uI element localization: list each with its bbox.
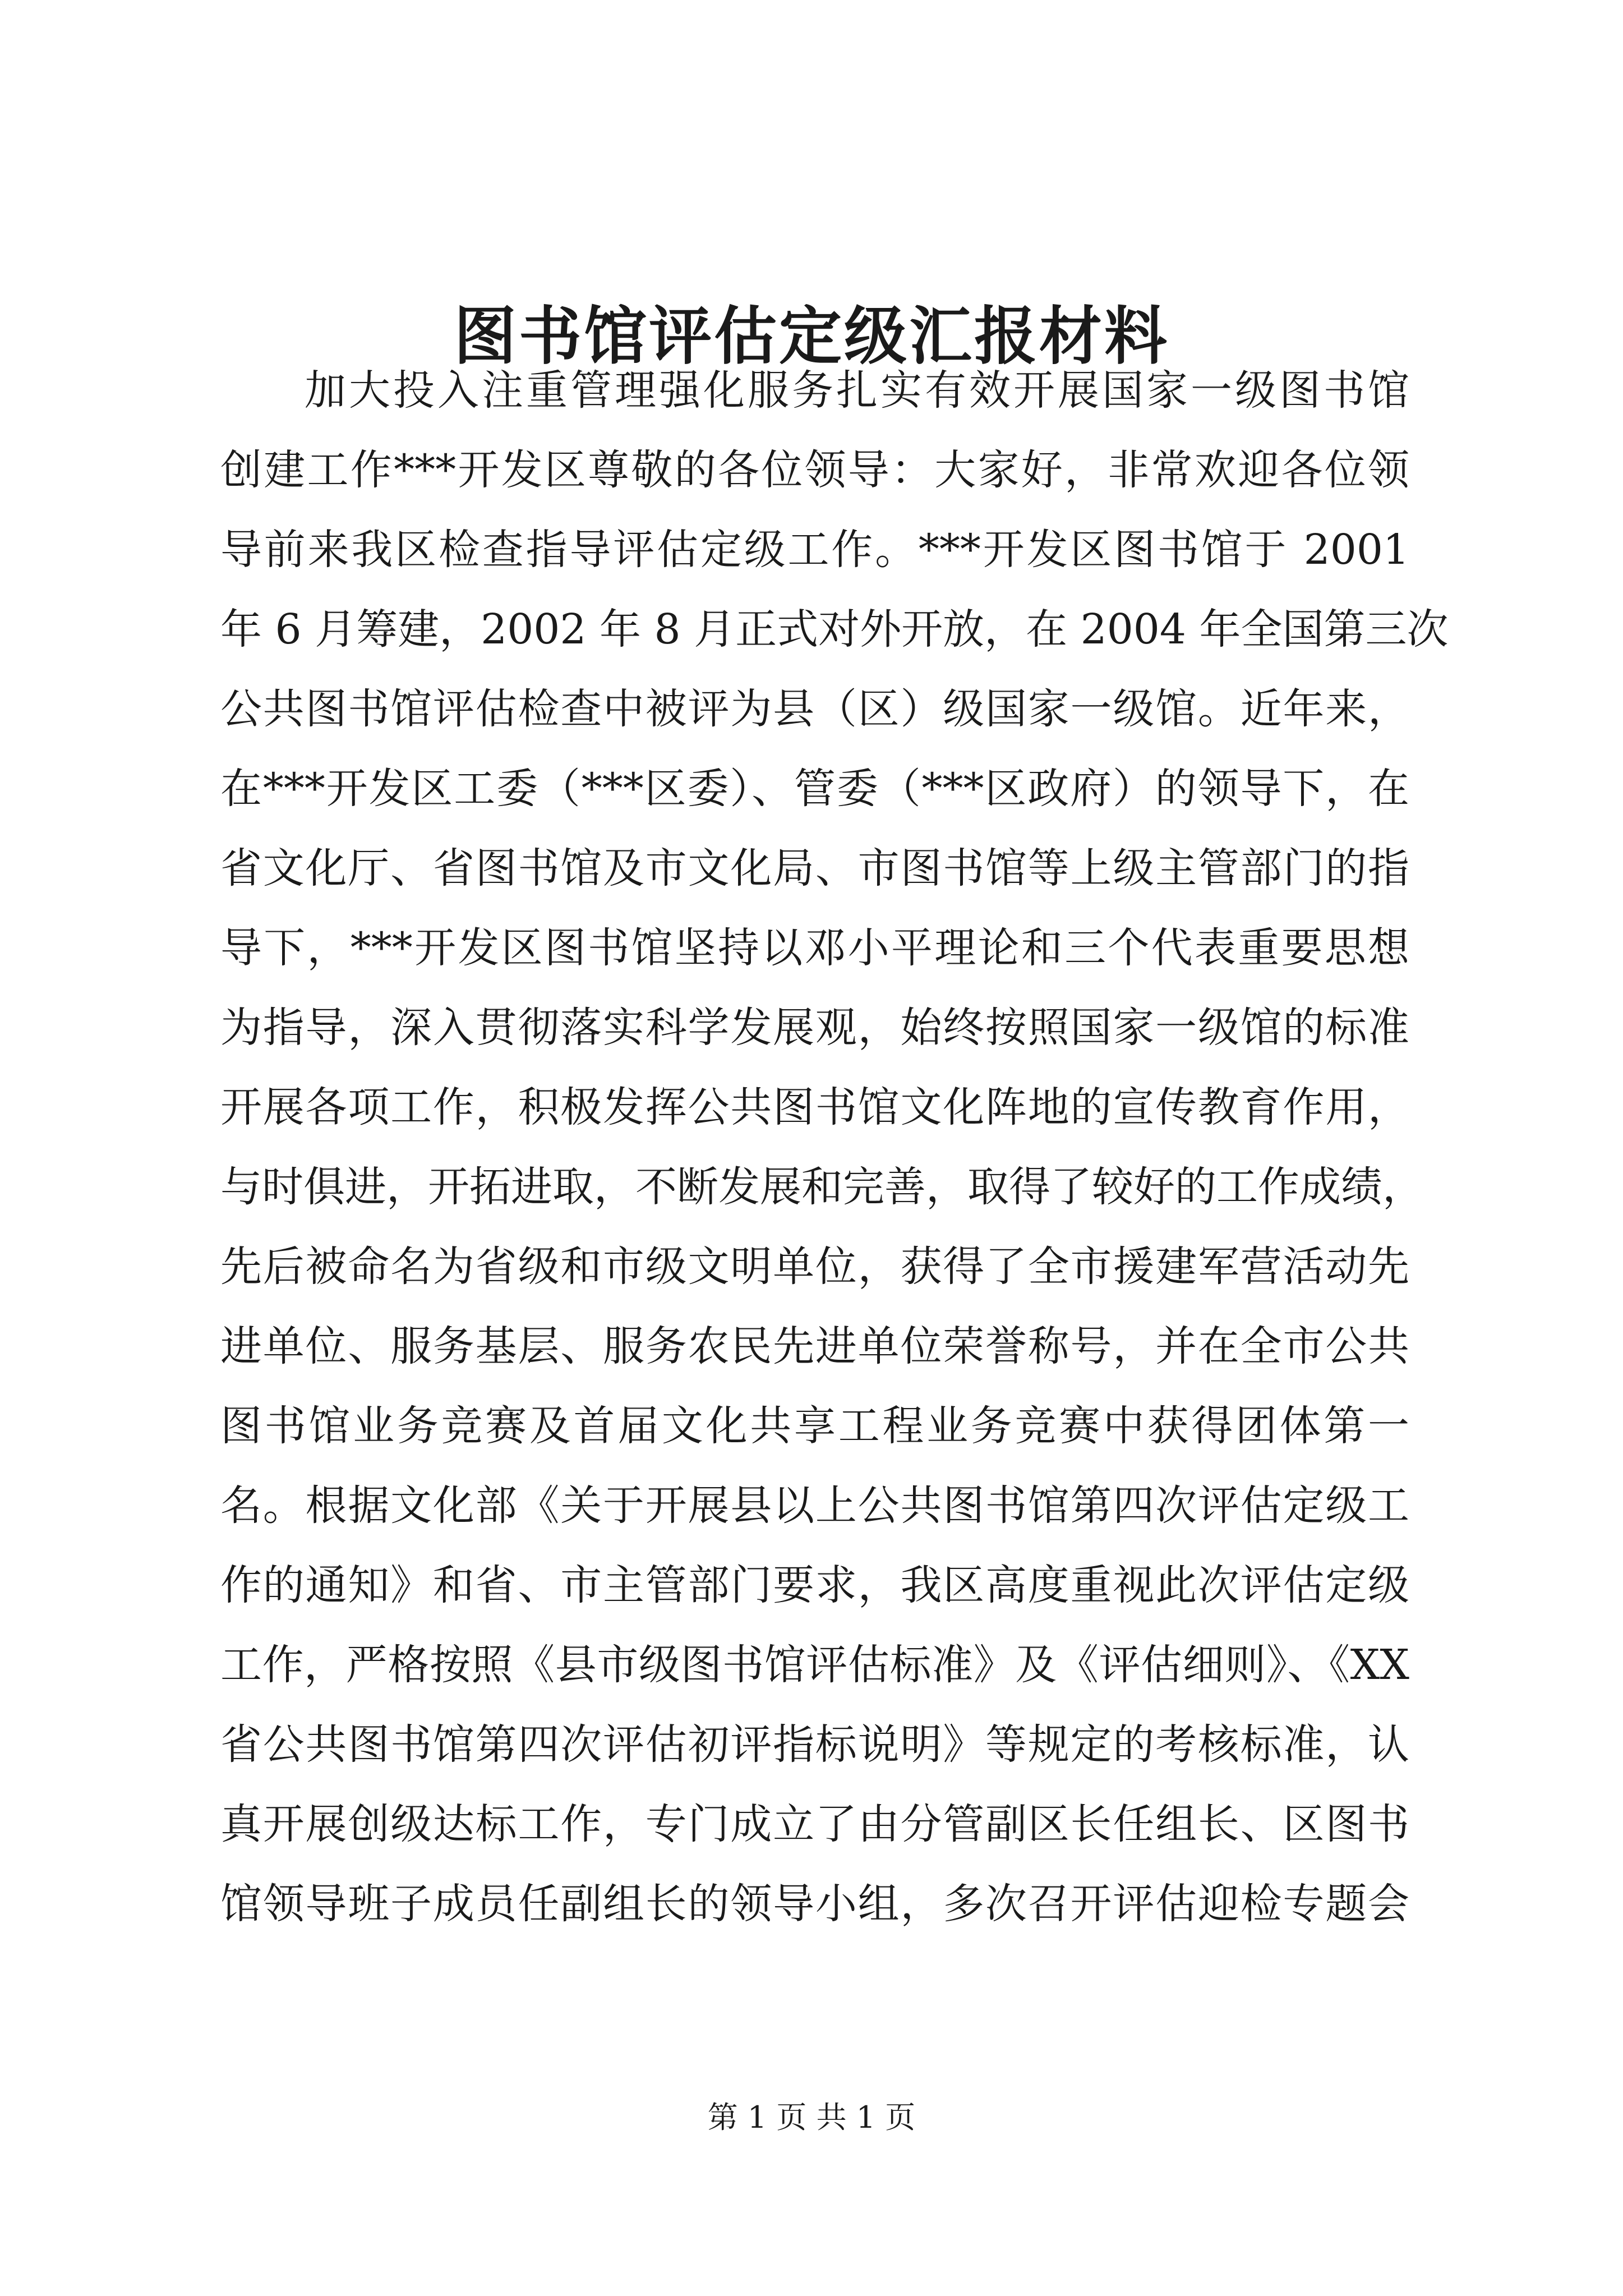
body-line: 创建工作***开发区尊敬的各位领导：大家好，非常欢迎各位领 xyxy=(220,446,1409,494)
body-line: 公共图书馆评估检查中被评为县（区）级国家一级馆。近年来， xyxy=(220,685,1409,733)
body-line: 导前来我区检查指导评估定级工作。***开发区图书馆于 2001 xyxy=(220,526,1409,574)
body-line: 年 6 月筹建，2002 年 8 月正式对外开放，在 2004 年全国第三次 xyxy=(220,605,1449,654)
body-line: 工作，严格按照《县市级图书馆评估标准》及《评估细则》、《XX xyxy=(220,1641,1409,1689)
body-line: 为指导，深入贯彻落实科学发展观，始终按照国家一级馆的标准 xyxy=(220,1004,1409,1052)
body-line: 在***开发区工委（***区委）、管委（***区政府）的领导下，在 xyxy=(220,765,1409,813)
body-line: 加大投入注重管理强化服务扎实有效开展国家一级图书馆 xyxy=(305,366,1409,415)
page-footer: 第 1 页 共 1 页 xyxy=(707,2100,916,2135)
body-line: 先后被命名为省级和市级文明单位，获得了全市援建军营活动先 xyxy=(220,1243,1409,1291)
body-line: 图书馆业务竞赛及首届文化共享工程业务竞赛中获得团体第一 xyxy=(220,1402,1409,1450)
body-line: 作的通知》和省、市主管部门要求，我区高度重视此次评估定级 xyxy=(220,1561,1409,1609)
body-line: 省公共图书馆第四次评估初评指标说明》等规定的考核标准，认 xyxy=(220,1720,1409,1769)
body-line: 省文化厅、省图书馆及市文化局、市图书馆等上级主管部门的指 xyxy=(220,844,1409,892)
document-title: 图书馆评估定级汇报材料 xyxy=(454,300,1169,373)
body-line: 真开展创级达标工作，专门成立了由分管副区长任组长、区图书 xyxy=(220,1800,1409,1848)
body-line: 开展各项工作，积极发挥公共图书馆文化阵地的宣传教育作用， xyxy=(220,1083,1409,1131)
body-line: 馆领导班子成员任副组长的领导小组，多次召开评估迎检专题会 xyxy=(220,1880,1409,1928)
body-line: 与时俱进，开拓进取，不断发展和完善，取得了较好的工作成绩， xyxy=(220,1163,1424,1211)
body-line: 名。根据文化部《关于开展县以上公共图书馆第四次评估定级工 xyxy=(220,1481,1409,1530)
body-line: 进单位、服务基层、服务农民先进单位荣誉称号，并在全市公共 xyxy=(220,1322,1409,1370)
body-line: 导下，***开发区图书馆坚持以邓小平理论和三个代表重要思想 xyxy=(220,924,1409,972)
document-body xyxy=(220,351,1449,1944)
